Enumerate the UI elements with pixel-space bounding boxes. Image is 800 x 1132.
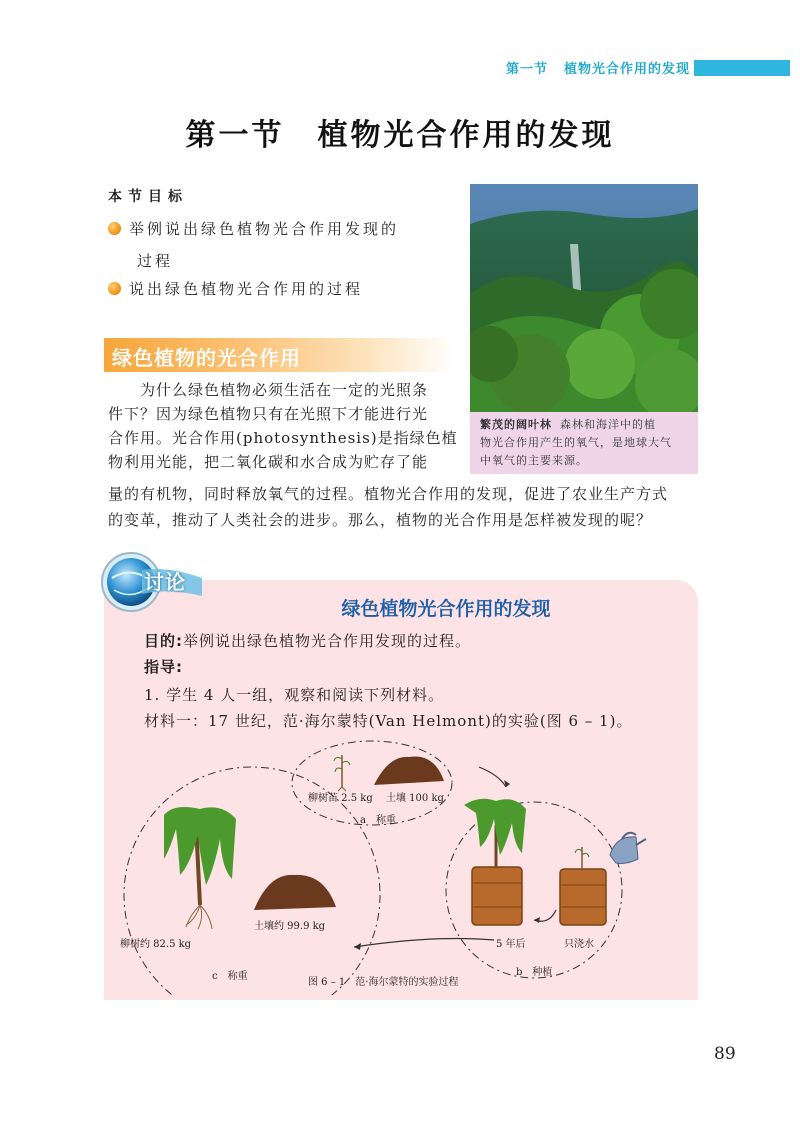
paragraph-line-2: 件下？因为绿色植物只有在光照下才能进行光: [108, 405, 429, 423]
paragraph-line-4: 物利用光能，把二氧化碳和水合成为贮存了能: [108, 453, 429, 471]
running-header: [0, 56, 790, 78]
running-header-text: [490, 58, 690, 77]
figure-caption: 图 6 – 1 范·海尔蒙特的实验过程: [308, 977, 459, 988]
tree-in-pot-icon: [464, 799, 526, 925]
section-heading-banner: [104, 338, 454, 372]
label-tree-weight: 柳树约 82.5 kg: [120, 939, 192, 950]
paragraph-line-6: 的变革，推动了人类社会的进步。那么，植物的光合作用是怎样被发现的呢？: [108, 511, 653, 529]
running-header-section: 第一节: [505, 62, 548, 77]
figure-illustration: [104, 735, 698, 995]
photo-caption: [480, 416, 694, 470]
soil-pile-icon: [254, 875, 336, 910]
discussion-purpose: [144, 630, 471, 651]
label-panel-b: b 种植: [516, 967, 553, 978]
paragraph-line-1: 为什么绿色植物必须生活在一定的光照条: [108, 381, 429, 399]
goal-item-1: [108, 218, 399, 239]
purpose-text: 举例说出绿色植物光合作用发现的过程。: [183, 632, 472, 650]
discussion-badge-label: 讨论: [144, 570, 186, 594]
discussion-step-1: 1. 学生 4 人一组，观察和阅读下列材料。: [144, 686, 445, 704]
goal-item-1-text: 举例说出绿色植物光合作用发现的: [129, 220, 400, 238]
running-header-bar: [694, 60, 790, 76]
goal-item-2-text: 说出绿色植物光合作用的过程: [129, 280, 364, 298]
photo-caption-line-1: 森林和海洋中的植: [560, 418, 656, 431]
sapling-in-pot-icon: [560, 847, 606, 925]
page-number: 89: [714, 1044, 736, 1064]
arrow-head-icon: [354, 943, 361, 950]
soil-pile-icon: [374, 757, 444, 786]
photo-caption-line-3: 中氧气的主要来源。: [480, 454, 588, 467]
guide-label: 指导:: [144, 658, 183, 676]
photo-caption-line-2: 物光合作用产生的氧气，是地球大气: [480, 436, 672, 449]
willow-tree-with-roots-icon: [164, 807, 236, 929]
goals-heading: 本节目标: [108, 189, 188, 205]
forest-photo: [470, 184, 698, 412]
arrow-b-to-c: [354, 939, 494, 947]
paragraph-line-3: 合作用。光合作用(photosynthesis)是指绿色植: [108, 429, 458, 447]
forest-photo-image: [470, 184, 698, 412]
discussion-guide: [144, 656, 183, 677]
label-panel-c: c 称重: [212, 971, 248, 982]
orange-bullet-icon: [108, 222, 121, 235]
label-only-water: 只浇水: [564, 939, 594, 950]
purpose-label: 目的:: [144, 632, 183, 650]
section-heading: 绿色植物的光合作用: [112, 346, 301, 370]
label-soil-end: 土壤约 99.9 kg: [254, 921, 326, 932]
arrow-head-icon: [534, 917, 540, 923]
label-soil-start: 土壤 100 kg: [386, 793, 444, 804]
discussion-title: 绿色植物光合作用的发现: [341, 598, 551, 620]
goal-item-1-continuation: 过程: [137, 252, 174, 270]
page-title: 第一节 植物光合作用的发现: [185, 118, 615, 153]
label-sapling-weight: 柳树苗 2.5 kg: [308, 793, 373, 804]
running-header-title: 植物光合作用的发现: [563, 62, 690, 77]
figure-6-1: [104, 735, 698, 995]
photo-caption-title: 繁茂的阔叶林: [480, 418, 552, 431]
label-panel-a: a 称重: [360, 815, 396, 826]
orange-bullet-icon: [108, 282, 121, 295]
arrow-a-to-b: [479, 767, 506, 787]
sapling-icon: [334, 755, 350, 791]
goal-item-2: [108, 278, 363, 299]
forest-photo-box: [470, 184, 698, 474]
label-five-years: 5 年后: [496, 939, 526, 950]
paragraph-line-5: 量的有机物，同时释放氧气的过程。植物光合作用的发现，促进了农业生产方式: [108, 485, 669, 503]
watering-can-icon: [610, 833, 646, 864]
discussion-material-1: 材料一：17 世纪，范·海尔蒙特(Van Helmont)的实验(图 6 – 1)。: [144, 712, 633, 730]
